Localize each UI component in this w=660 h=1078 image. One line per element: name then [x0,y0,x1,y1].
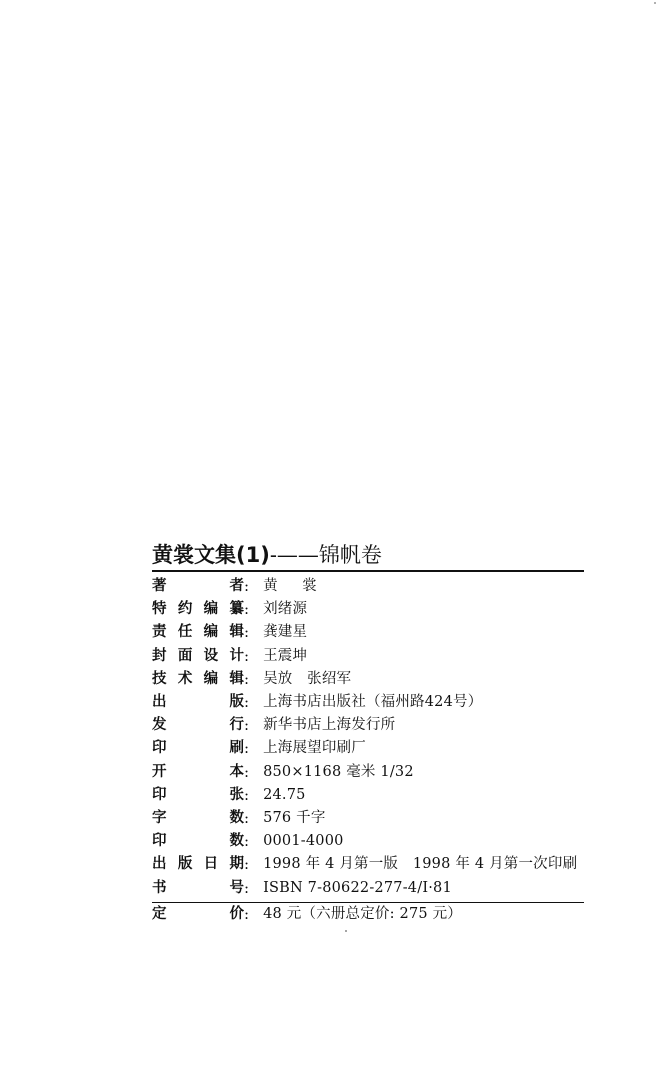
label-char: 者 [229,578,244,595]
row-label [152,903,244,926]
row-value: 576 千字 [263,809,326,826]
label-colon: : [244,808,250,827]
label-char: 期 [229,856,244,873]
book-title [152,540,584,572]
label-char: 出 [152,694,167,711]
label-char: 约 [177,601,193,618]
row-label [152,621,244,644]
row-label [152,807,244,830]
label-char: 行 [229,717,244,734]
row-value: 上海展望印刷厂 [263,740,366,757]
row-value: 刘绪源 [263,601,308,618]
colophon-rows [152,575,584,926]
label-char: 任 [177,624,193,641]
colophon-row-format [152,761,584,784]
label-char: 设 [203,647,219,664]
label-char: 字 [152,809,167,826]
label-colon: : [244,646,250,665]
row-label [152,853,244,876]
row-label [152,830,244,853]
row-value: 龚建星 [263,624,308,641]
label-char: 开 [152,763,167,780]
row-label [152,761,244,784]
corner-speck [654,2,656,4]
label-colon: : [244,600,250,619]
row-value: 850×1168 毫米 1/32 [263,763,414,780]
row-label [152,737,244,760]
row-value: 吴放 张绍军 [263,670,352,687]
label-char: 著 [152,578,167,595]
label-colon: : [244,623,250,642]
row-label [152,877,244,900]
label-char: 印 [152,786,167,803]
label-char: 书 [152,879,167,896]
label-colon: : [244,904,250,923]
row-value: 24.75 [263,786,306,803]
label-char: 价 [229,905,244,922]
colophon-row-print-run [152,830,584,853]
row-value: 上海书店出版社（福州路424号） [263,694,483,711]
colophon-row-printer [152,737,584,760]
row-value: 1998 年 4 月第一版 1998 年 4 月第一次印刷 [263,856,578,873]
row-label [152,645,244,668]
label-colon: : [244,739,250,758]
label-char: 辑 [229,624,244,641]
label-char: 编 [203,624,219,641]
colophon-row-cover-design [152,645,584,668]
label-char: 本 [229,763,244,780]
label-char: 印 [152,740,167,757]
label-char: 印 [152,833,167,850]
label-char: 封 [152,647,167,664]
label-char: 版 [177,856,193,873]
label-colon: : [244,693,250,712]
label-colon: : [244,832,250,851]
colophon-row-special-editor [152,598,584,621]
row-label [152,668,244,691]
label-char: 张 [229,786,244,803]
label-colon: : [244,762,250,781]
book-title-sub: 锦帆卷 [318,543,382,567]
label-char: 号 [229,879,244,896]
label-char: 刷 [229,740,244,757]
label-char: 日 [203,856,219,873]
label-char: 发 [152,717,167,734]
row-label [152,598,244,621]
row-label [152,714,244,737]
label-char: 特 [152,601,167,618]
label-char: 计 [229,647,244,664]
copyright-colophon [152,540,584,926]
row-value: ISBN 7-80622-277-4/I·81 [263,879,452,896]
colophon-row-technical-editor [152,668,584,691]
label-char: 编 [203,601,219,618]
row-label [152,691,244,714]
colophon-row-distributor [152,714,584,737]
colophon-row-publisher [152,691,584,714]
label-colon: : [244,716,250,735]
label-char: 责 [152,624,167,641]
label-colon: : [244,855,250,874]
colophon-row-author [152,575,584,598]
colophon-row-responsible-editor [152,621,584,644]
label-char: 辑 [229,670,244,687]
label-char: 数 [229,809,244,826]
colophon-row-publication-date [152,853,584,876]
label-colon: : [244,878,250,897]
row-label [152,575,244,598]
label-char: 出 [152,856,167,873]
colophon-row-price [152,902,584,926]
row-value: 新华书店上海发行所 [263,717,396,734]
label-char: 定 [152,905,167,922]
label-colon: : [244,577,250,596]
row-value: 王震坤 [263,647,308,664]
row-value: 黄 裳 [263,578,327,595]
label-colon: : [244,785,250,804]
label-char: 术 [177,670,193,687]
label-char: 版 [229,694,244,711]
row-label [152,784,244,807]
row-value: 0001-4000 [263,833,344,850]
row-value: 48 元（六册总定价: 275 元） [263,905,463,922]
book-title-dash: -—— [269,543,319,567]
colophon-row-isbn [152,876,584,899]
stray-speck [345,930,347,932]
colophon-row-sheets [152,784,584,807]
label-char: 面 [177,647,193,664]
colophon-row-word-count [152,807,584,830]
label-char: 纂 [229,601,244,618]
label-colon: : [244,669,250,688]
label-char: 数 [229,833,244,850]
label-char: 技 [152,670,167,687]
book-title-main: 黄裳文集(1) [152,543,270,567]
label-char: 编 [203,670,219,687]
